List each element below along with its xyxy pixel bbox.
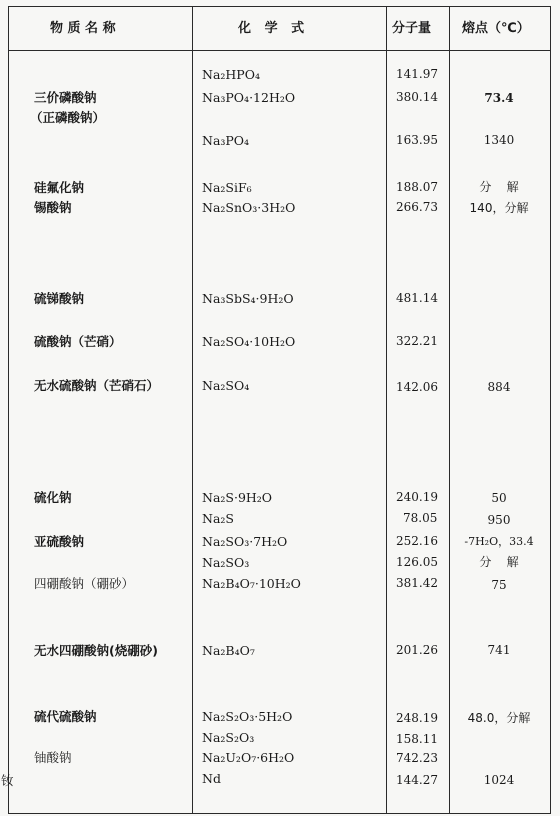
formula-cell: Na₃SbS₄·9H₂O bbox=[202, 291, 294, 306]
mw-cell: 240.19 bbox=[396, 490, 438, 504]
substance-name: 无水四硼酸钠(烧硼砂) bbox=[34, 643, 158, 658]
table-right-border bbox=[550, 6, 551, 814]
formula-cell: Na₂S₂O₃·5H₂O bbox=[202, 709, 293, 724]
mw-cell: 78.05 bbox=[403, 511, 438, 525]
substance-name: 三价磷酸钠 bbox=[34, 90, 97, 105]
formula-cell: Na₂SO₃ bbox=[202, 555, 250, 570]
mp-cell: 48.0，分解 bbox=[467, 711, 531, 725]
mw-cell: 252.16 bbox=[396, 534, 438, 548]
formula-cell: Nd bbox=[202, 771, 221, 786]
column-divider-2 bbox=[386, 6, 387, 814]
substance-name: 无水硫酸钠（芒硝石） bbox=[34, 378, 160, 393]
substance-name: 铀酸钠 bbox=[34, 750, 72, 765]
mw-cell: 481.14 bbox=[396, 291, 438, 305]
mp-cell: 140，分解 bbox=[469, 201, 529, 215]
substance-name: 硅氟化钠 bbox=[34, 180, 85, 195]
substance-name: 硫酸钠（芒硝） bbox=[34, 334, 122, 349]
substance-name: 锡酸钠 bbox=[34, 200, 72, 215]
substance-name: 四硼酸钠（硼砂） bbox=[34, 576, 135, 591]
formula-cell: Na₂S bbox=[202, 511, 234, 526]
mw-cell: 201.26 bbox=[396, 643, 438, 657]
mw-cell: 163.95 bbox=[396, 133, 438, 147]
mp-cell: 50 bbox=[491, 491, 507, 505]
substance-name: 硫化钠 bbox=[34, 490, 72, 505]
substance-name: 硫代硫酸钠 bbox=[34, 709, 97, 724]
mw-cell: 248.19 bbox=[396, 711, 438, 725]
column-divider-3 bbox=[449, 6, 450, 814]
formula-cell: Na₂S₂O₃ bbox=[202, 730, 255, 745]
formula-cell: Na₂SO₄ bbox=[202, 378, 250, 393]
formula-cell: Na₂B₄O₇·10H₂O bbox=[202, 576, 301, 591]
mp-cell: 分 解 bbox=[479, 555, 519, 569]
mp-cell: -7H₂O，33.4 bbox=[464, 535, 534, 548]
header-name: 物 质 名 称 bbox=[50, 21, 116, 36]
mw-cell: 144.27 bbox=[396, 773, 438, 787]
substance-name: 硫锑酸钠 bbox=[34, 291, 85, 306]
mw-cell: 142.06 bbox=[396, 380, 438, 394]
substance-name: 亚硫酸钠 bbox=[34, 534, 85, 549]
mw-cell: 381.42 bbox=[396, 576, 438, 590]
table-top-border bbox=[8, 6, 551, 7]
header-molecular-weight: 分子量 bbox=[392, 21, 432, 36]
mp-cell: 884 bbox=[487, 380, 511, 394]
mp-cell: 950 bbox=[487, 513, 511, 527]
formula-cell: Na₂B₄O₇ bbox=[202, 643, 255, 658]
mp-cell: 分 解 bbox=[479, 180, 519, 194]
side-label: 钕 bbox=[1, 773, 14, 788]
table-left-border bbox=[8, 6, 9, 814]
mw-cell: 126.05 bbox=[396, 555, 438, 569]
header-formula: 化 学 式 bbox=[238, 21, 305, 36]
formula-cell: Na₂SiF₆ bbox=[202, 180, 252, 195]
formula-cell: Na₃PO₄·12H₂O bbox=[202, 90, 296, 105]
mw-cell: 188.07 bbox=[396, 180, 438, 194]
mp-cell: 75 bbox=[491, 578, 507, 592]
formula-cell: Na₂SnO₃·3H₂O bbox=[202, 200, 296, 215]
mp-cell: 73.4 bbox=[484, 91, 514, 105]
table-bottom-border bbox=[8, 813, 551, 814]
formula-cell: Na₂S·9H₂O bbox=[202, 490, 273, 505]
formula-cell: Na₂HPO₄ bbox=[202, 67, 260, 82]
formula-cell: Na₂SO₃·7H₂O bbox=[202, 534, 288, 549]
header-bottom-border bbox=[8, 50, 551, 51]
mw-cell: 380.14 bbox=[396, 90, 438, 104]
mp-cell: 741 bbox=[487, 643, 511, 657]
mw-cell: 141.97 bbox=[396, 67, 438, 81]
mp-cell: 1024 bbox=[483, 773, 515, 787]
formula-cell: Na₂SO₄·10H₂O bbox=[202, 334, 296, 349]
substance-name: （正磷酸钠） bbox=[30, 110, 106, 125]
mw-cell: 322.21 bbox=[396, 334, 438, 348]
formula-cell: Na₃PO₄ bbox=[202, 133, 250, 148]
formula-cell: Na₂U₂O₇·6H₂O bbox=[202, 750, 295, 765]
mw-cell: 158.11 bbox=[396, 732, 438, 746]
mp-cell: 1340 bbox=[483, 133, 515, 147]
header-melting-point: 熔点（℃） bbox=[462, 21, 530, 36]
mw-cell: 266.73 bbox=[396, 200, 438, 214]
mw-cell: 742.23 bbox=[396, 751, 438, 765]
column-divider-1 bbox=[192, 6, 193, 814]
